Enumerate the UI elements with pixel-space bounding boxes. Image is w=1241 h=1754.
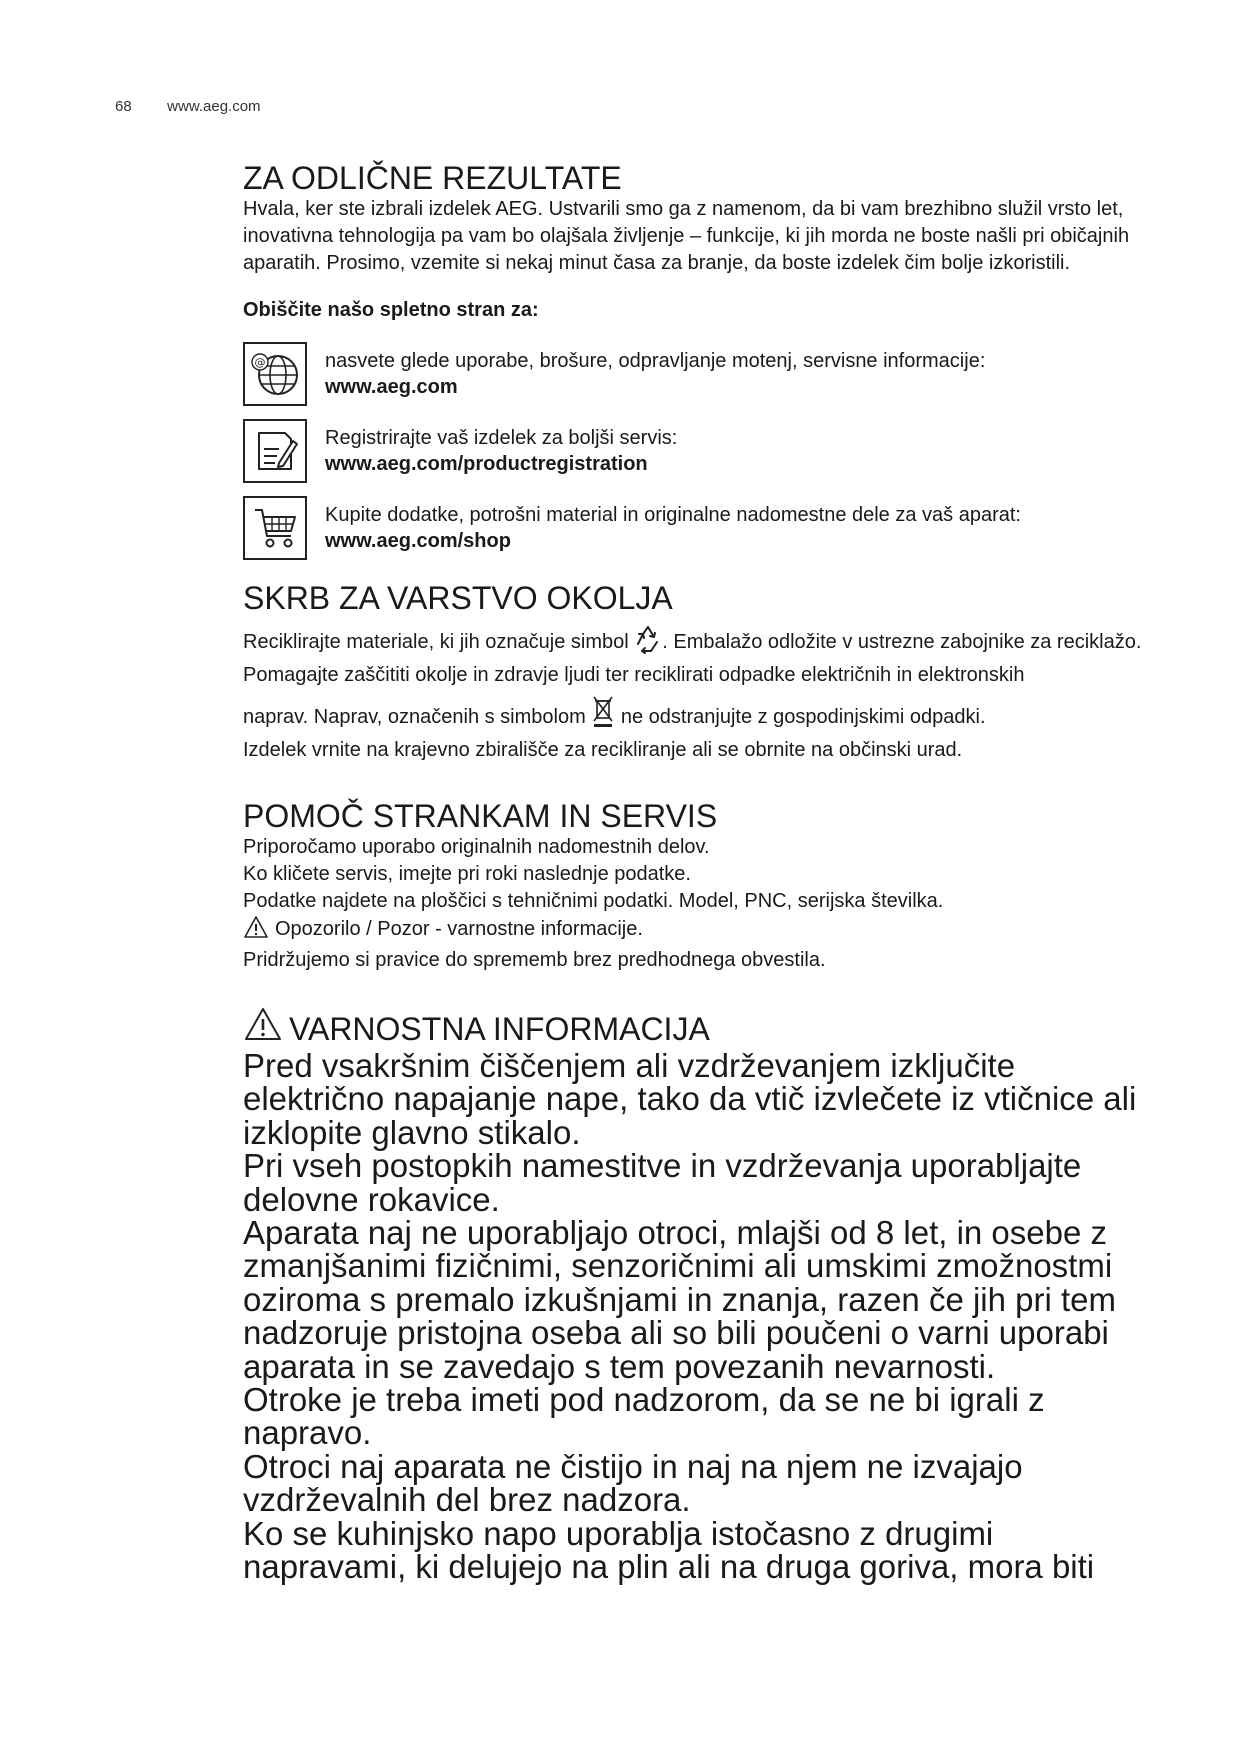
environment-line-3-after: ne odstranjujte z gospodinjskimi odpadki. (615, 706, 986, 728)
safety-paragraph-4: Otroke je treba imeti pod nadzorom, da se ne bi igrali z napravo. (243, 1381, 1045, 1452)
crossed-bin-icon (591, 695, 615, 737)
registration-icon (243, 419, 307, 483)
link-desc-shop: Kupite dodatke, potrošni material in originalne nadomestne dele za vaš aparat: (325, 504, 1021, 526)
safety-paragraph-3: Aparata naj ne uporabljajo otroci, mlajši od 8 let, in osebe z zmanjšanimi fizičnimi, senzoričnimi ali umskimi zmožnostmi oziroma s premalo izkušnjami in znanja, razen če jih pri tem nadzoruje pristojna oseba ali so bili poučeni o varni uporabi aparata in se zavedajo s tem povezanih nevarnosti. (243, 1214, 1117, 1385)
service-line-4 (243, 915, 1163, 947)
svg-text:@: @ (254, 356, 266, 369)
safety-paragraph-6: Ko se kuhinjsko napo uporablja istočasno z drugimi napravami, ki delujejo na plin ali na druga goriva, mora biti (243, 1514, 1095, 1586)
service-line-2: Ko kličete servis, imejte pri roki naslednje podatke. (243, 863, 691, 885)
link-row-registration (243, 419, 1163, 483)
page-content (243, 160, 1163, 1584)
safety-paragraph-2: Pri vseh postopkih namestitve in vzdrževanja uporabljajte delovne rokavice. (243, 1147, 1082, 1218)
link-row-info (243, 342, 1163, 406)
link-row-shop (243, 496, 1163, 560)
safety-title-text: VARNOSTNA INFORMACIJA (289, 1011, 710, 1047)
link-url-info[interactable]: www.aeg.com (325, 376, 458, 398)
section-title-safety (243, 1006, 1163, 1049)
warning-icon (243, 915, 269, 947)
page-number: 68 (115, 98, 132, 115)
page-header (115, 98, 261, 115)
environment-line-2: Pomagajte zaščititi okolje in zdravje ljudi ter reciklirati odpadke električnih in elektronskih (243, 664, 1025, 686)
environment-line-1 (243, 624, 1163, 662)
section-title-environment: SKRB ZA VARSTVO OKOLJA (243, 580, 673, 616)
results-intro: Hvala, ker ste izbrali izdelek AEG. Ustvarili smo ga z namenom, da bi vam brezhibno služil vrsto let, inovativna tehnologija pa vam bo olajšala življenje – funkcije, ki jih morda ne boste našli pri običajnih aparatih. Prosimo, vzemite si nekaj minut časa za branje, da boste izdelek čim bolje izkoristili. (243, 198, 1130, 274)
environment-line-4: Izdelek vrnite na krajevno zbirališče za recikliranje ali se obrnite na občinski urad. (243, 739, 963, 761)
link-desc-registration: Registrirajte vaš izdelek za boljši servis: (325, 427, 678, 449)
service-line-3: Podatke najdete na ploščici s tehničnimi podatki. Model, PNC, serijska številka. (243, 890, 944, 912)
recycle-icon (634, 624, 662, 662)
globe-icon (243, 342, 307, 406)
section-title-service: POMOČ STRANKAM IN SERVIS (243, 798, 718, 834)
section-title-results: ZA ODLIČNE REZULTATE (243, 160, 622, 196)
environment-line-3-before: naprav. Naprav, označenih s simbolom (243, 706, 592, 728)
link-desc-info: nasvete glede uporabe, brošure, odpravljanje motenj, servisne informacije: (325, 350, 986, 372)
safety-paragraph-5: Otroci naj aparata ne čistijo in naj na njem ne izvajajo vzdrževalnih del brez nadzora. (243, 1447, 1023, 1519)
environment-line-1-after: . Embalažo odložite v ustrezne zabojnike za reciklažo. (662, 631, 1142, 653)
service-line-5: Pridržujemo si pravice do sprememb brez predhodnega obvestila. (243, 949, 826, 971)
visit-label: Obiščite našo spletno stran za: (243, 299, 539, 321)
service-line-4-text: Opozorilo / Pozor - varnostne informacije. (275, 918, 643, 940)
header-site: www.aeg.com (167, 98, 261, 115)
link-url-shop[interactable]: www.aeg.com/shop (325, 530, 511, 552)
warning-icon (243, 1006, 283, 1049)
link-url-registration[interactable]: www.aeg.com/productregistration (325, 453, 648, 475)
service-line-1: Priporočamo uporabo originalnih nadomestnih delov. (243, 836, 710, 858)
environment-line-3 (243, 695, 1163, 737)
environment-line-1-before: Reciklirajte materiale, ki jih označuje simbol (243, 631, 635, 653)
shopping-cart-icon (243, 496, 307, 560)
safety-paragraph-1: Pred vsakršnim čiščenjem ali vzdrževanjem izključite električno napajanje nape, tako da vtič izvlečete iz vtičnice ali izklopite glavno stikalo. (243, 1047, 1137, 1151)
